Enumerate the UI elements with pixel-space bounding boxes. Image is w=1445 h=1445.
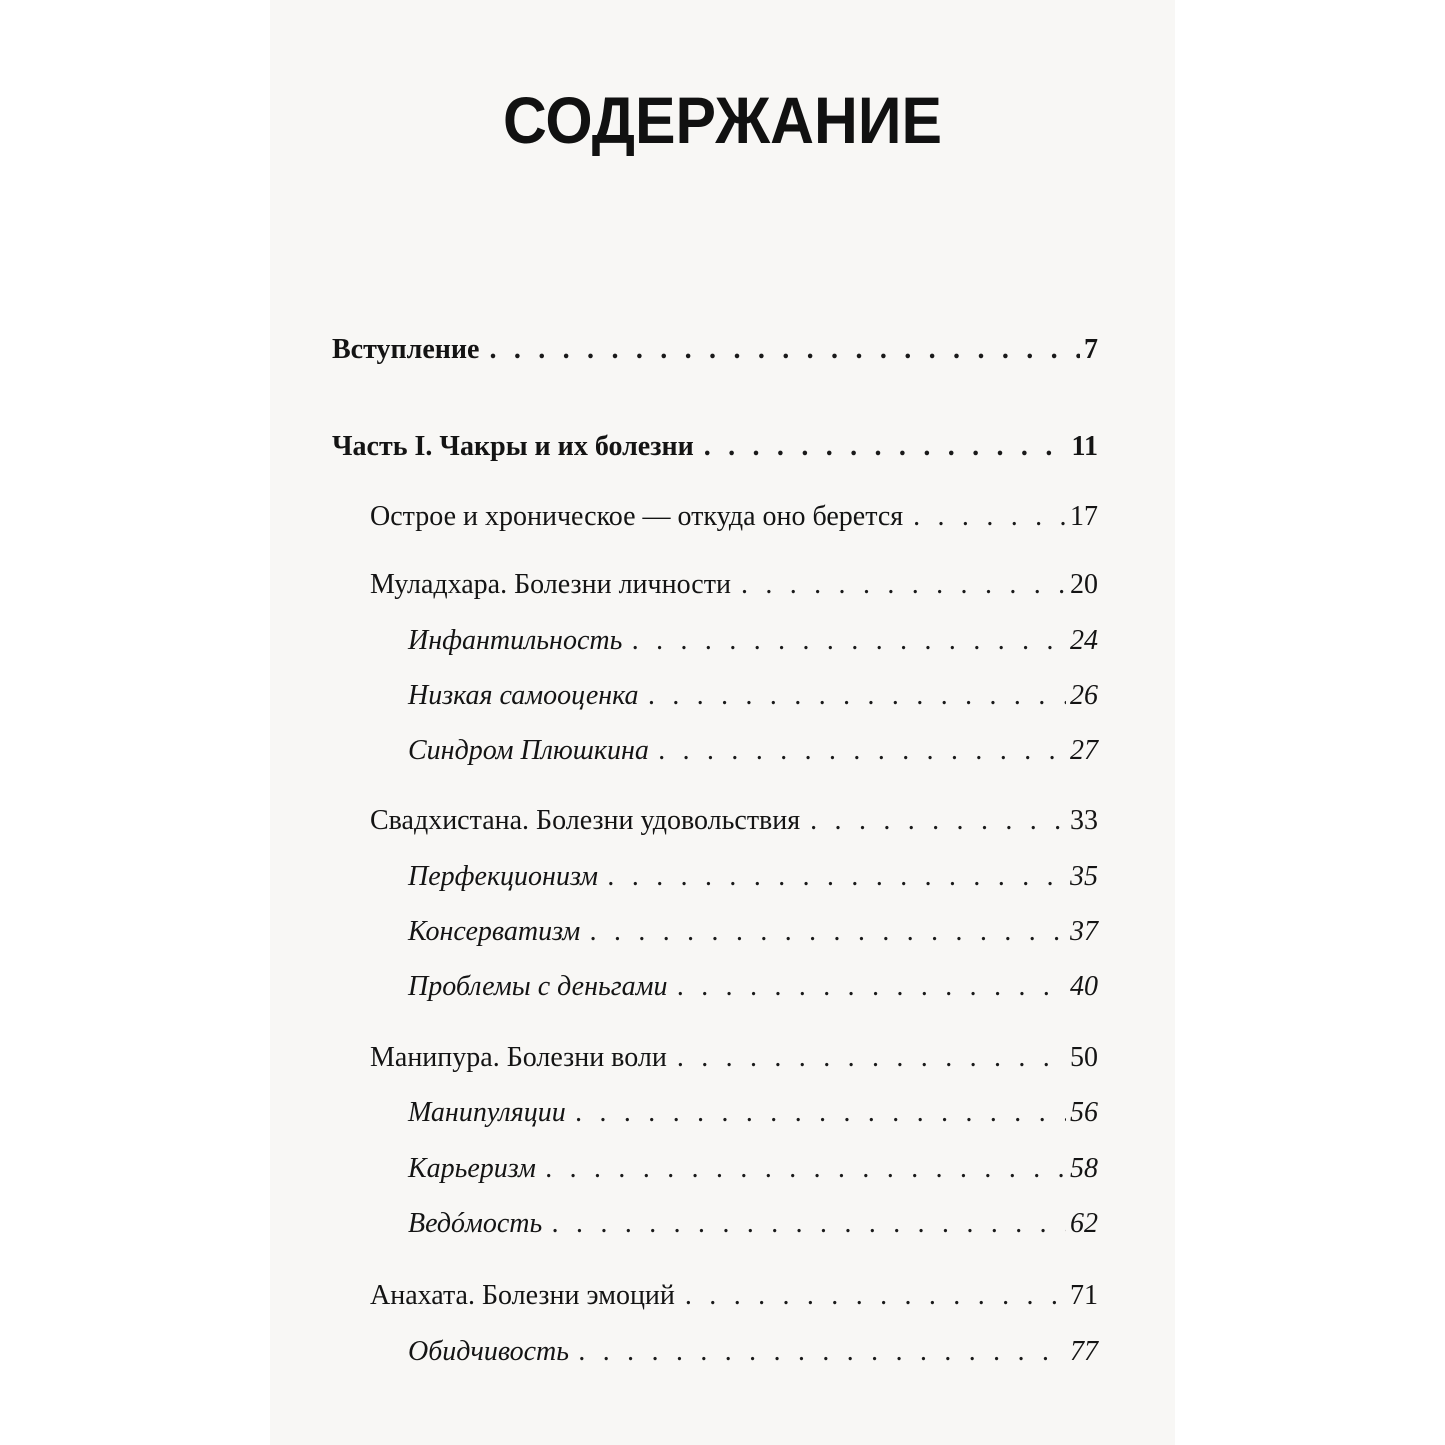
toc-entry-label: Ведóмость	[408, 1208, 543, 1239]
table-of-contents	[270, 0, 1175, 1445]
dot-leader	[913, 500, 1066, 534]
dot-leader	[704, 430, 1068, 464]
toc-page-number: 17	[1070, 501, 1098, 532]
toc-page-number: 37	[1070, 916, 1098, 947]
dot-leader	[579, 1335, 1066, 1369]
dot-leader	[677, 1041, 1066, 1075]
toc-entry-label: Часть I. Чакры и их болезни	[332, 431, 694, 462]
dot-leader	[741, 568, 1066, 602]
dot-leader	[810, 804, 1066, 838]
toc-page-number: 77	[1070, 1336, 1098, 1367]
toc-entry-touchiness	[408, 1335, 1098, 1369]
toc-entry-label: Консерватизм	[408, 916, 581, 947]
toc-entry-label: Вступление	[332, 334, 480, 365]
toc-page-number: 7	[1084, 334, 1098, 365]
toc-entry-label: Синдром Плюшкина	[408, 735, 649, 766]
toc-entry-label: Обидчивость	[408, 1336, 569, 1367]
toc-page-number: 62	[1070, 1208, 1098, 1239]
toc-entry-manipura	[370, 1041, 1098, 1075]
dot-leader	[489, 333, 1080, 367]
toc-entry-part-1	[332, 430, 1098, 464]
toc-entry-label: Перфекционизм	[408, 861, 599, 892]
toc-entry-label: Свадхистана. Болезни удовольствия	[370, 805, 801, 836]
toc-entry-introduction	[332, 333, 1098, 367]
toc-entry-infantilism	[408, 624, 1098, 658]
toc-entry-perfectionism	[408, 860, 1098, 894]
toc-page-number: 24	[1070, 625, 1098, 656]
toc-entry-label: Острое и хроническое — откуда оно берется	[370, 501, 904, 532]
book-page	[270, 0, 1175, 1445]
toc-entry-anahata	[370, 1279, 1098, 1313]
toc-entry-acute-chronic	[370, 500, 1098, 534]
toc-page-number: 27	[1070, 735, 1098, 766]
toc-entry-low-self-esteem	[408, 679, 1098, 713]
toc-entry-label: Анахата. Болезни эмоций	[370, 1280, 675, 1311]
dot-leader	[608, 860, 1066, 894]
toc-page-number: 71	[1070, 1280, 1098, 1311]
dot-leader	[632, 624, 1066, 658]
toc-entry-conservatism	[408, 915, 1098, 949]
toc-page-number: 56	[1070, 1097, 1098, 1128]
toc-entry-subordination	[408, 1207, 1098, 1241]
toc-page-number: 33	[1070, 805, 1098, 836]
toc-entry-label: Инфантильность	[408, 625, 623, 656]
toc-page-number: 11	[1071, 431, 1098, 462]
toc-entry-label: Манипура. Болезни воли	[370, 1042, 667, 1073]
toc-page-number: 35	[1070, 861, 1098, 892]
toc-page-number: 40	[1070, 971, 1098, 1002]
toc-entry-label: Карьеризм	[408, 1153, 536, 1184]
toc-entry-label: Манипуляции	[408, 1097, 566, 1128]
dot-leader	[576, 1096, 1066, 1130]
toc-entry-svadhisthana	[370, 804, 1098, 838]
dot-leader	[685, 1279, 1066, 1313]
toc-entry-label: Муладхара. Болезни личности	[370, 569, 731, 600]
dot-leader	[546, 1152, 1066, 1186]
dot-leader	[590, 915, 1066, 949]
toc-page-number: 58	[1070, 1153, 1098, 1184]
dot-leader	[649, 679, 1066, 713]
toc-entry-label: Проблемы с деньгами	[408, 971, 668, 1002]
toc-entry-muladhara	[370, 568, 1098, 602]
toc-entry-manipulations	[408, 1096, 1098, 1130]
dot-leader	[659, 734, 1066, 768]
toc-entry-plyushkin-syndrome	[408, 734, 1098, 768]
toc-page-number: 50	[1070, 1042, 1098, 1073]
dot-leader	[552, 1207, 1066, 1241]
toc-entry-careerism	[408, 1152, 1098, 1186]
toc-page-number: 26	[1070, 680, 1098, 711]
toc-entry-label: Низкая самооценка	[408, 680, 639, 711]
dot-leader	[678, 970, 1067, 1004]
toc-entry-money-problems	[408, 970, 1098, 1004]
page-title: СОДЕРЖАНИЕ	[503, 83, 942, 157]
toc-page-number: 20	[1070, 569, 1098, 600]
